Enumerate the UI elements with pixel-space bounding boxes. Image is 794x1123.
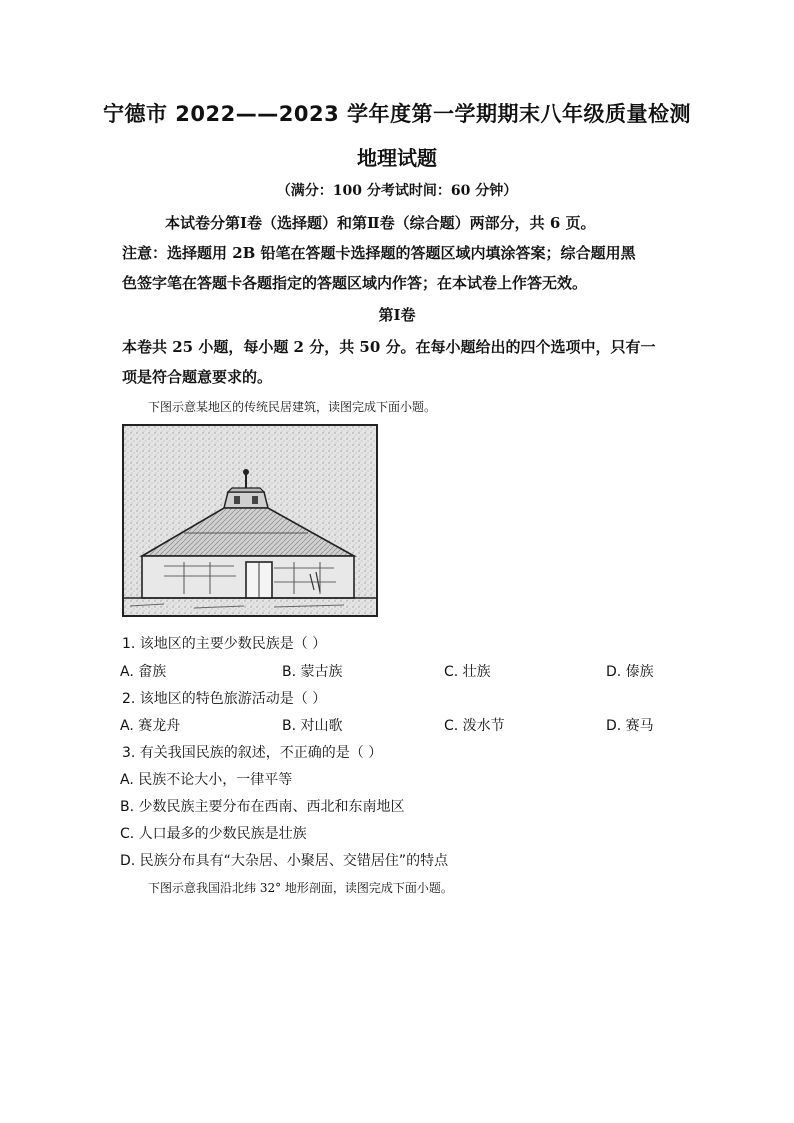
yurt-illustration: [122, 424, 378, 617]
question-3-stem: 3. 有关我国民族的叙述，不正确的是（ ）: [122, 745, 383, 761]
q3-option-a[interactable]: A. 民族不论大小，一律平等: [120, 772, 293, 788]
q3-option-d[interactable]: D. 民族分布具有“大杂居、小聚居、交错居住”的特点: [120, 853, 449, 869]
section-desc-line-1: 本卷共 25 小题，每小题 2 分，共 50 分。在每小题给出的四个选项中，只有一: [122, 338, 656, 356]
q1-option-b[interactable]: B. 蒙古族: [282, 664, 343, 680]
q1-option-d[interactable]: D. 傣族: [606, 664, 654, 680]
yurt-icon: [124, 426, 376, 615]
q3-option-c[interactable]: C. 人口最多的少数民族是壮族: [120, 826, 307, 842]
q1-option-a[interactable]: A. 畲族: [120, 664, 167, 680]
paper-structure: 本试卷分第Ⅰ卷（选择题）和第Ⅱ卷（综合题）两部分，共 6 页。: [165, 214, 596, 232]
section-title: 第Ⅰ卷: [378, 306, 416, 324]
page-title: 宁德市 2022——2023 学年度第一学期期末八年级质量检测: [102, 102, 691, 126]
q2-option-b[interactable]: B. 对山歌: [282, 718, 343, 734]
notice-line-2: 色签字笔在答题卡各题指定的答题区域内作答；在本试卷上作答无效。: [122, 274, 588, 292]
q1-option-c[interactable]: C. 壮族: [444, 664, 491, 680]
section-desc-line-2: 项是符合题意要求的。: [122, 368, 273, 386]
passage-intro-2: 下图示意我国沿北纬 32° 地形剖面，读图完成下面小题。: [148, 881, 453, 895]
q3-option-b[interactable]: B. 少数民族主要分布在西南、西北和东南地区: [120, 799, 405, 815]
exam-info: （满分：100 分考试时间：60 分钟）: [276, 183, 518, 199]
passage-intro-1: 下图示意某地区的传统民居建筑，读图完成下面小题。: [148, 400, 437, 414]
q2-option-c[interactable]: C. 泼水节: [444, 718, 505, 734]
subject-title: 地理试题: [357, 146, 437, 170]
q2-option-a[interactable]: A. 赛龙舟: [120, 718, 181, 734]
question-2-stem: 2. 该地区的特色旅游活动是（ ）: [122, 691, 327, 707]
q2-option-d[interactable]: D. 赛马: [606, 718, 654, 734]
notice-line-1: 注意：选择题用 2B 铅笔在答题卡选择题的答题区域内填涂答案；综合题用黑: [122, 244, 636, 262]
question-1-stem: 1. 该地区的主要少数民族是（ ）: [122, 636, 327, 652]
